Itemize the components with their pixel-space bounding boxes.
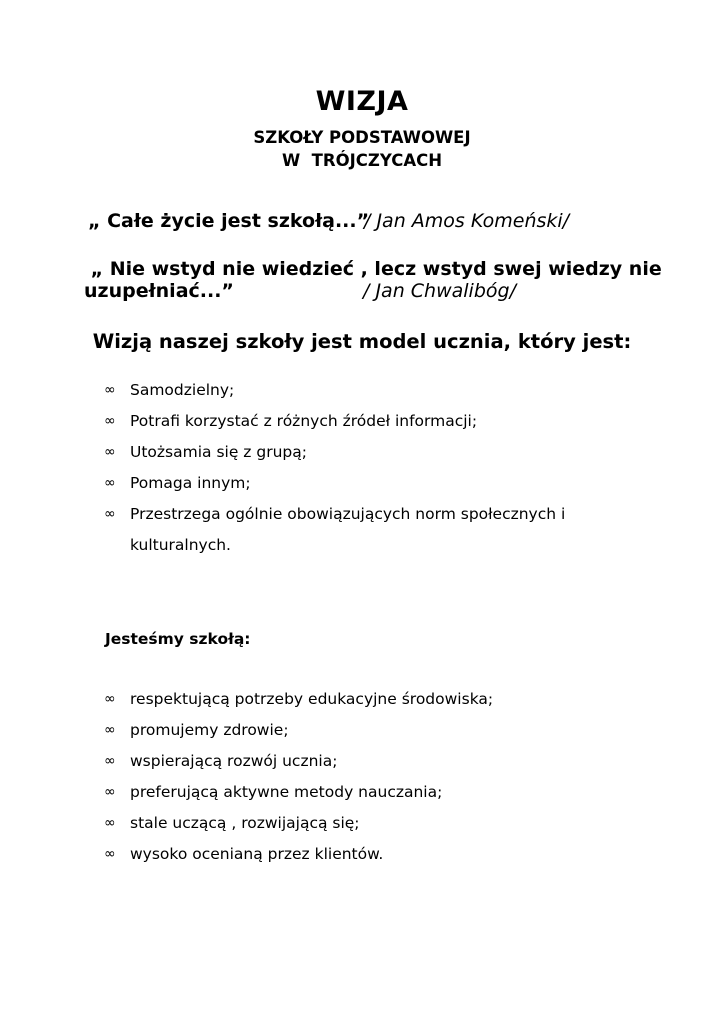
- document-subtitle-line1: SZKOŁY PODSTAWOWEJ: [253, 128, 471, 147]
- quote-1-author: / Jan Amos Komeński/: [364, 210, 570, 232]
- school-traits-list: [104, 684, 570, 870]
- student-traits-list: [104, 375, 570, 561]
- list-item: ∞ wspierającą rozwój ucznia;: [104, 746, 570, 777]
- school-heading: Jesteśmy szkołą:: [105, 630, 251, 648]
- vision-heading: Wizją naszej szkoły jest model ucznia, który jest:: [92, 330, 632, 353]
- infinity-bullet-icon: ∞: [104, 691, 116, 707]
- list-item: ∞ wysoko ocenianą przez klientów.: [104, 839, 570, 870]
- infinity-bullet-icon: ∞: [104, 784, 116, 800]
- list-item: ∞ Przestrzega ogólnie obowiązujących norm społecznych i kulturalnych.: [104, 499, 570, 561]
- infinity-bullet-icon: ∞: [104, 382, 116, 398]
- list-item: ∞ stale uczącą , rozwijającą się;: [104, 808, 570, 839]
- list-item: ∞ promujemy zdrowie;: [104, 715, 570, 746]
- quote-2-text-line1: „ Nie wstyd nie wiedzieć , lecz wstyd swej wiedzy nie: [84, 258, 662, 280]
- list-item: ∞ Pomaga innym;: [104, 468, 570, 499]
- infinity-bullet-icon: ∞: [104, 722, 116, 738]
- quote-2-text-line2: uzupełniać...”: [84, 280, 234, 302]
- document-subtitle-line2: W TRÓJCZYCACH: [281, 151, 443, 170]
- infinity-bullet-icon: ∞: [104, 413, 116, 429]
- infinity-bullet-icon: ∞: [104, 475, 116, 491]
- infinity-bullet-icon: ∞: [104, 815, 116, 831]
- quote-1-text: „ Całe życie jest szkołą...”: [88, 210, 370, 232]
- list-item: ∞ Potrafi korzystać z różnych źródeł informacji;: [104, 406, 570, 437]
- infinity-bullet-icon: ∞: [104, 753, 116, 769]
- quote-2-author: / Jan Chwalibóg/: [363, 280, 516, 302]
- list-item: ∞ preferującą aktywne metody nauczania;: [104, 777, 570, 808]
- infinity-bullet-icon: ∞: [104, 506, 116, 522]
- list-item: ∞ respektującą potrzeby edukacyjne środowiska;: [104, 684, 570, 715]
- infinity-bullet-icon: ∞: [104, 846, 116, 862]
- list-item: ∞ Samodzielny;: [104, 375, 570, 406]
- document-title: WIZJA: [315, 86, 409, 117]
- infinity-bullet-icon: ∞: [104, 444, 116, 460]
- list-item: ∞ Utożsamia się z grupą;: [104, 437, 570, 468]
